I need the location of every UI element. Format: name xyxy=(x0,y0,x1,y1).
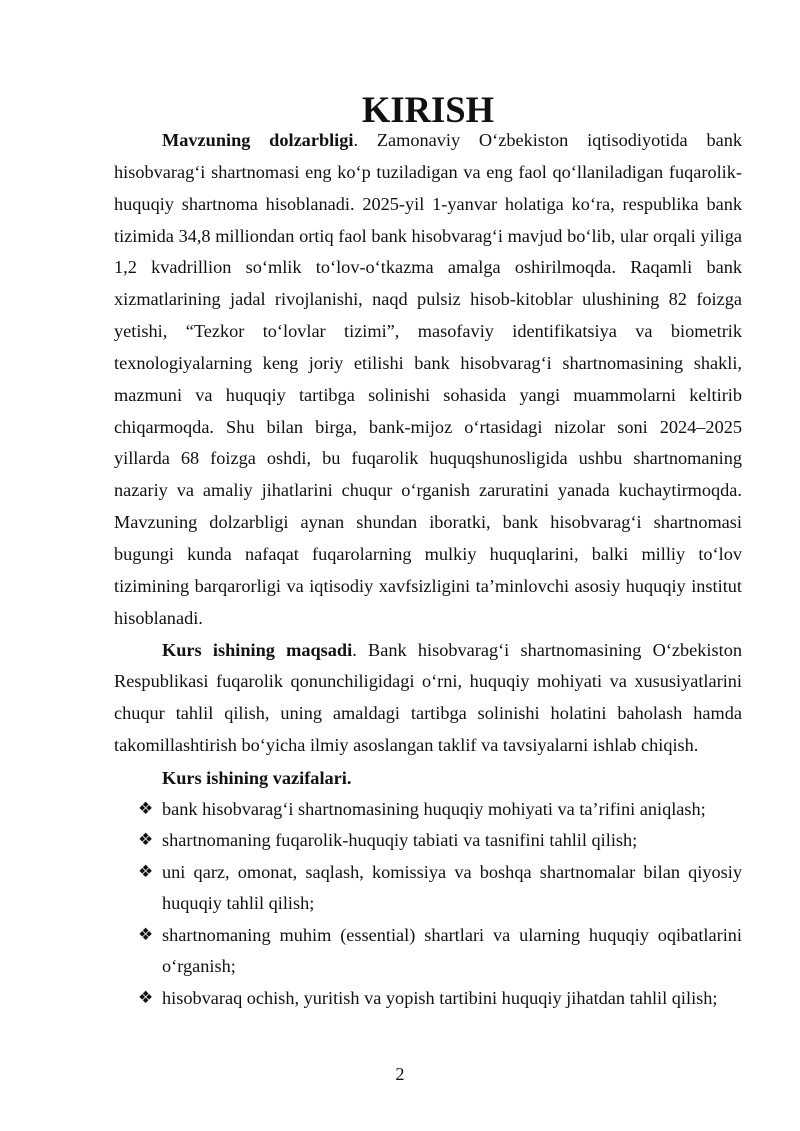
goal-paragraph xyxy=(114,635,742,762)
task-text: shartnomaning fuqarolik-huquqiy tabiati va tasnifini tahlil qilish; xyxy=(162,830,638,851)
list-item xyxy=(114,857,742,920)
diamond-bullet-icon: ❖ xyxy=(138,861,154,882)
relevance-paragraph xyxy=(114,125,742,635)
relevance-text: . Zamonaviy O‘zbekiston iqtisodiyotida bank hisobvarag‘i shartnomasi eng ko‘p tuziladigan va eng faol qo‘llaniladigan fuqarolik-huquqiy shartnoma hisoblanadi. 2025-yil 1-yanvar holatiga ko‘ra, respublika bank tizimida 34,8 milliondan ortiq faol bank hisobvarag‘i mavjud bo‘lib, ular orqali yiliga 1,2 kvadrillion so‘mlik to‘lov-o‘tkazma amalga oshirilmoqda. Raqamli bank xizmatlarining jadal rivojlanishi, naqd pulsiz hisob-kitoblar ulushining 82 foizga yetishi, “Tezkor to‘lovlar tizimi”, masofaviy identifikatsiya va biometrik texnologiyalarning keng joriy etilishi bank hisobvarag‘i shartnomasining shakli, mazmuni va huquqiy tartibga solinishi sohasida yangi muammolarni keltirib chiqarmoqda. Shu bilan birga, bank-mijoz o‘rtasidagi nizolar soni 2024–2025 yillarda 68 foizga oshdi, bu fuqarolik huquqshunosligida ushbu shartnomaning nazariy va amaliy jihatlarini chuqur o‘rganish zaruratini yanada kuchaytirmoqda. Mavzuning dolzarbligi aynan shundan iboratki, bank hisobvarag‘i shartnomasi bugungi kunda nafaqat fuqarolarning mulkiy huquqlarini, balki milliy to‘lov tizimining barqarorligi va iqtisodiy xavfsizligini ta’minlovchi asosiy huquqiy institut hisoblanadi. xyxy=(114,130,742,628)
task-text: shartnomaning muhim (essential) shartlari va ularning huquqiy oqibatlarini o‘rganish; xyxy=(162,924,742,977)
diamond-bullet-icon: ❖ xyxy=(138,830,154,851)
diamond-bullet-icon: ❖ xyxy=(138,924,154,945)
list-item xyxy=(114,983,742,1015)
task-text: uni qarz, omonat, saqlash, komissiya va boshqa shartnomalar bilan qiyosiy huquqiy tahlil qilish; xyxy=(162,861,742,914)
tasks-heading: Kurs ishining vazifalari. xyxy=(162,767,352,788)
task-text: hisobvaraq ochish, yuritish va yopish tartibini huquqiy jihatdan tahlil qilish; xyxy=(162,987,718,1008)
goal-lead: Kurs ishining maqsadi xyxy=(162,639,353,660)
page-number: 2 xyxy=(395,1064,405,1084)
list-item xyxy=(114,825,742,857)
diamond-bullet-icon: ❖ xyxy=(138,987,154,1008)
section-title: KIRISH xyxy=(361,89,495,130)
tasks-list xyxy=(114,794,742,1015)
relevance-lead: Mavzuning dolzarbligi xyxy=(162,130,354,150)
diamond-bullet-icon: ❖ xyxy=(138,798,154,819)
task-text: bank hisobvarag‘i shartnomasining huquqiy mohiyati va ta’rifini aniqlash; xyxy=(162,798,706,819)
goal-text: . Bank hisobvarag‘i shartnomasining O‘zbekiston Respublikasi fuqarolik qonunchiligidagi o‘rni, huquqiy mohiyati va xususiyatlarini chuqur tahlil qilish, uning amaldagi tartibga solinishi holatini baholash hamda takomillashtirish bo‘yicha ilmiy asoslangan taklif va tavsiyalarni ishlab chiqish. xyxy=(114,639,742,756)
list-item xyxy=(114,794,742,826)
document-page xyxy=(114,89,742,1014)
list-item xyxy=(114,920,742,983)
